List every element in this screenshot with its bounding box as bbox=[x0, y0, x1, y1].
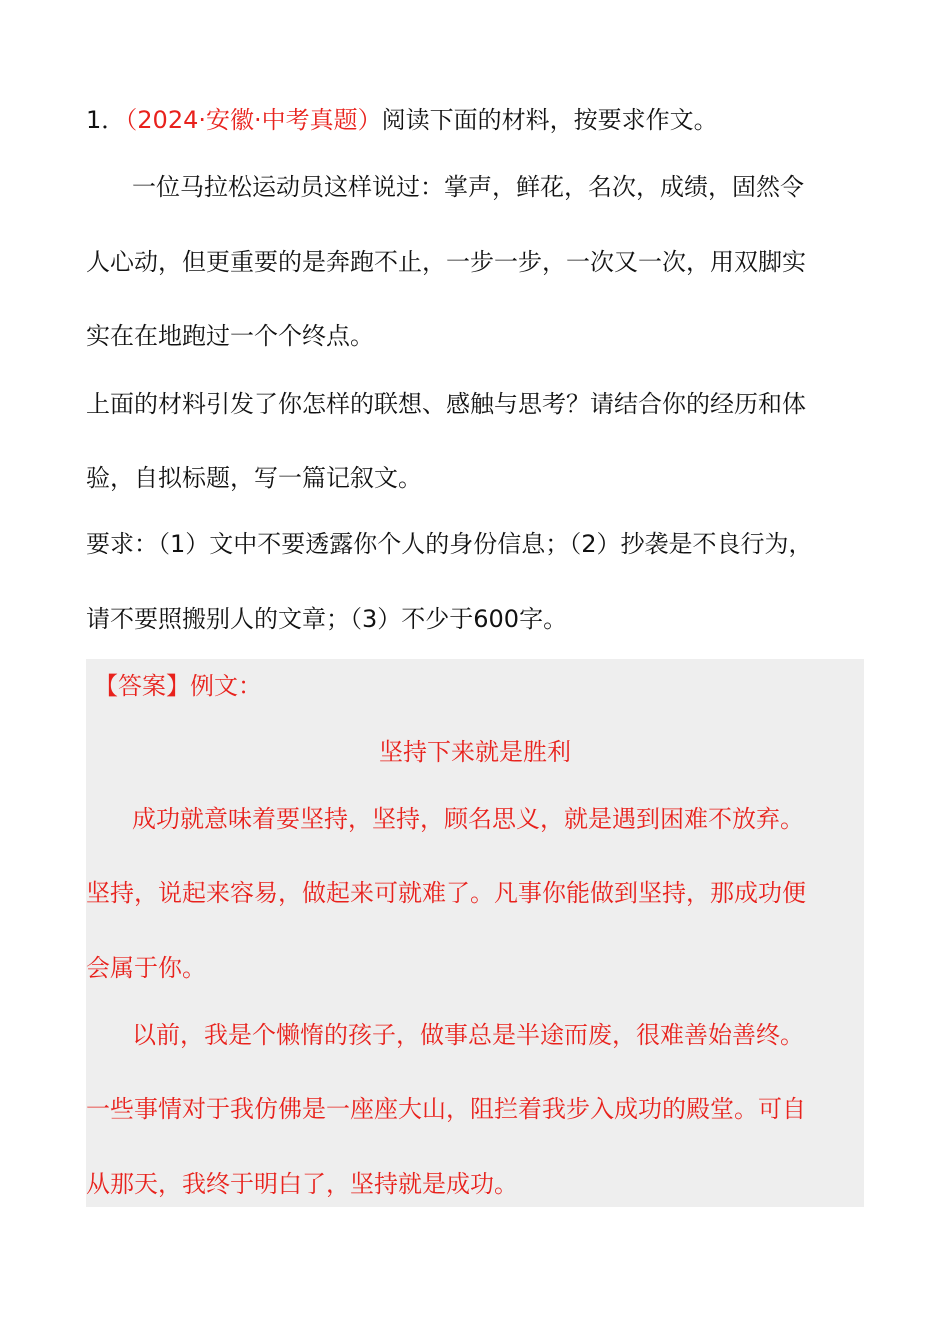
question-header bbox=[86, 104, 718, 136]
requirements-line: 请不要照搬别人的文章；（3）不少于600字。 bbox=[86, 605, 568, 633]
material-line: 实在在地跑过一个个终点。 bbox=[86, 322, 374, 350]
requirements-line: 要求：（1）文中不要透露你个人的身份信息；（2）抄袭是不良行为， bbox=[86, 530, 813, 558]
question-prompt: 阅读下面的材料，按要求作文。 bbox=[381, 106, 718, 134]
essay-title: 坚持下来就是胜利 bbox=[379, 738, 571, 766]
essay-paragraph-line: 成功就意味着要坚持，坚持，顾名思义，就是遇到困难不放弃。 bbox=[132, 805, 804, 833]
material-line: 一位马拉松运动员这样说过：掌声，鲜花，名次，成绩，固然令 bbox=[132, 173, 804, 201]
essay-paragraph-line: 会属于你。 bbox=[86, 954, 206, 982]
material-line: 人心动，但更重要的是奔跑不止，一步一步，一次又一次，用双脚实 bbox=[86, 248, 806, 276]
essay-paragraph-line: 坚持，说起来容易，做起来可就难了。凡事你能做到坚持，那成功便 bbox=[86, 879, 806, 907]
answer-label: 【答案】例文： bbox=[94, 672, 262, 700]
essay-paragraph-line: 以前，我是个懒惰的孩子，做事总是半途而废，很难善始善终。 bbox=[132, 1021, 804, 1049]
task-line: 验，自拟标题，写一篇记叙文。 bbox=[86, 464, 422, 492]
task-line: 上面的材料引发了你怎样的联想、感触与思考？请结合你的经历和体 bbox=[86, 390, 806, 418]
essay-paragraph-line: 从那天，我终于明白了，坚持就是成功。 bbox=[86, 1170, 518, 1198]
essay-paragraph-line: 一些事情对于我仿佛是一座座大山，阻拦着我步入成功的殿堂。可自 bbox=[86, 1095, 806, 1123]
question-number: 1． bbox=[86, 106, 126, 134]
question-source: （2024·安徽·中考真题） bbox=[125, 106, 382, 134]
